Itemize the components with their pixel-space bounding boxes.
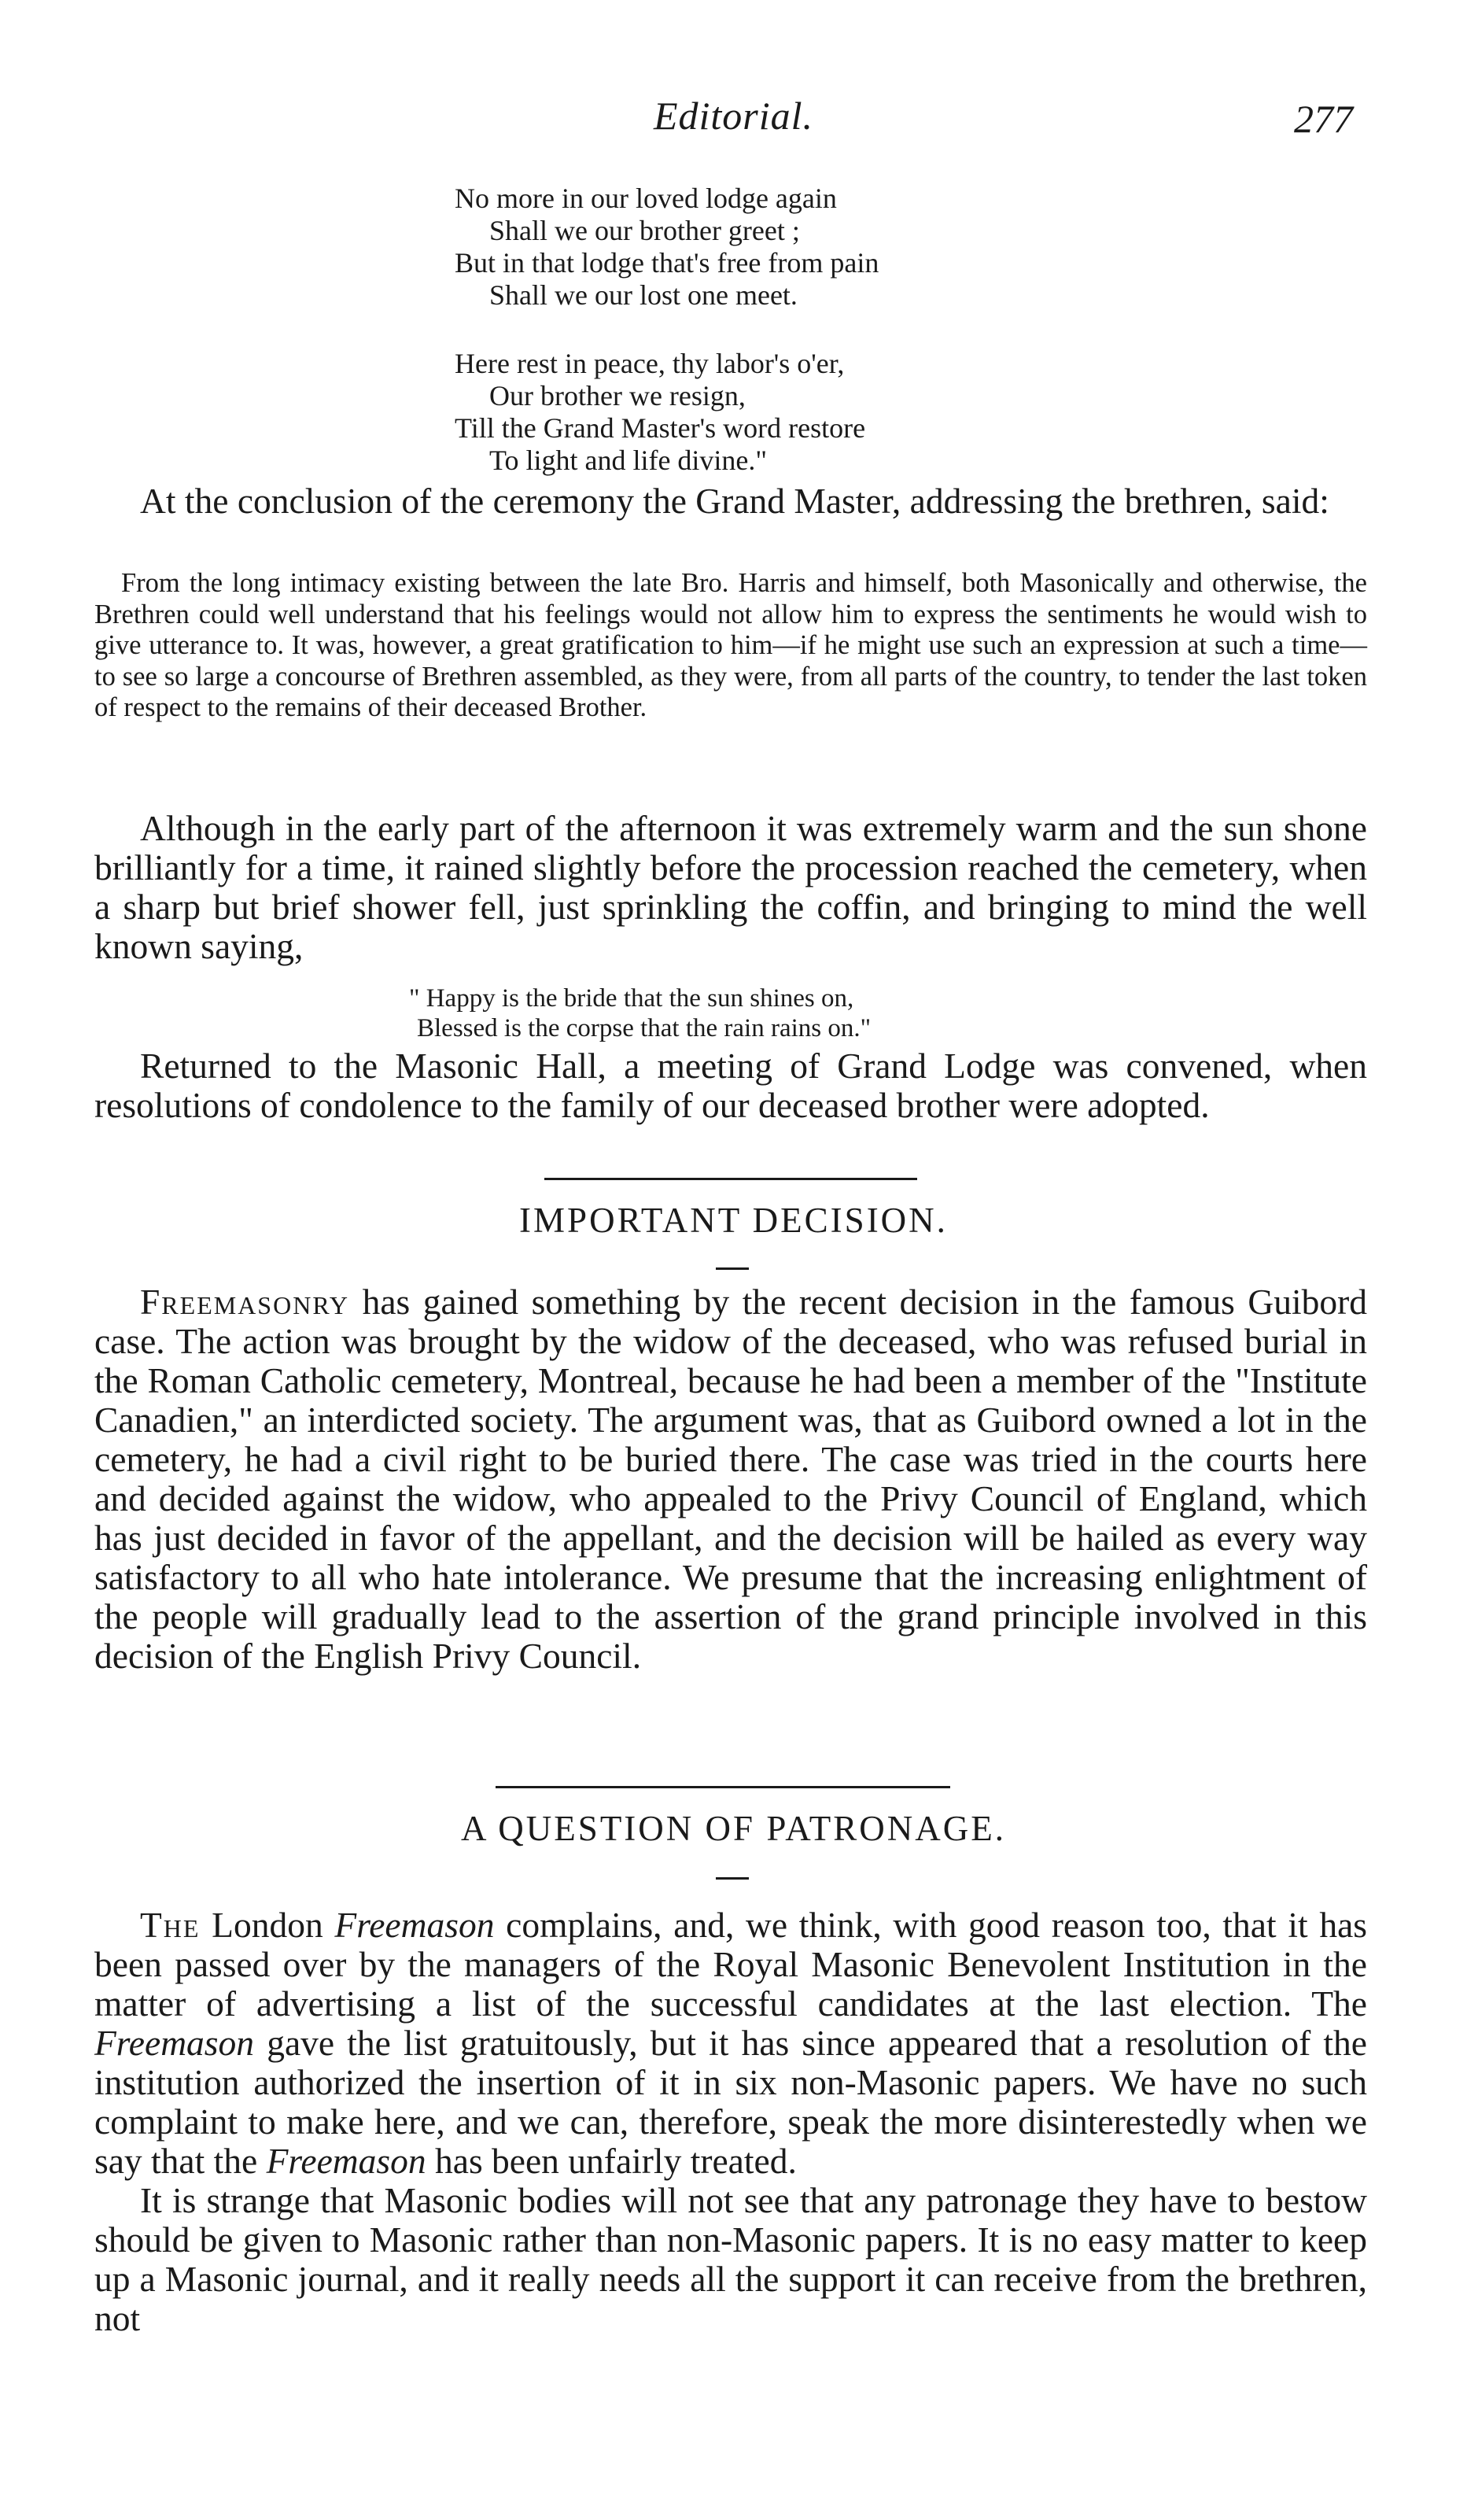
verse-line: Shall we our brother greet ; [489,215,800,246]
paragraph: It is strange that Masonic bodies will not see that any patronage they have to bestow should be given to Masonic rather than non-Masonic papers. It is no easy matter to keep up a Masonic journal, and it really needs all the support it can receive from the brethren, not [94,2180,1367,2338]
section-rule [544,1178,917,1180]
saying-line: Blessed is the corpse that the rain rains on." [417,1014,872,1042]
paragraph [94,1282,1367,1676]
grand-lodge-paragraph [94,1046,1367,1125]
article-text: London [200,1905,335,1945]
ceremony-intro [94,481,1367,521]
patronage-article [94,1906,1367,2338]
verse-line: Shall we our lost one meet. [489,279,798,311]
verse-line: Till the Grand Master's word restore [455,412,866,444]
verse-line: Here rest in peace, thy labor's o'er, [455,348,845,379]
paragraph: Although in the early part of the afternoon it was extremely warm and the sun shone brilliantly for a time, it rained slightly before the procession reached the cemetery, when a sharp but brief shower fell, just sprinkling the coffin, and bringing to mind the well known saying, [94,808,1367,966]
verse-line: Our brother we resign, [489,380,746,411]
heading-question-of-patronage: A QUESTION OF PATRONAGE. [461,1809,1006,1848]
weather-paragraph [94,809,1367,966]
paragraph [94,1906,1367,2181]
guibord-article [94,1282,1367,1676]
poem-stanza-1 [455,183,879,312]
lead-word: The [140,1905,201,1945]
heading-important-decision: IMPORTANT DECISION. [519,1201,948,1240]
lead-word: Freemasonry [140,1282,350,1322]
article-text: complains, and, we think, with good reason too, that it has been passed over by the managers of the Royal Masonic Benevolent Institution in the matter of advertising a list of the successful candidates at the last election. The [94,1905,1367,2024]
heading-dash [716,1877,749,1880]
verse-line: To light and life divine." [489,445,768,476]
running-head [0,93,1467,156]
article-text: has been unfairly treated. [426,2141,797,2181]
page-number: 277 [1294,97,1353,141]
periodical-title: Freemason [334,1905,495,1945]
poem-stanza-2 [455,348,865,477]
paragraph: At the conclusion of the ceremony the Grand Master, addressing the brethren, said: [140,481,1329,521]
running-head-title: Editorial. [653,94,814,138]
quoted-speech: From the long intimacy existing between the late Bro. Harris and himself, both Masonically and otherwise, the Brethren could well understand that his feelings would not allow him to express the sentiments he would wish to give utterance to. It was, however, a great gratification to him—if he might use such an expression at such a time—to see so large a concourse of Brethren assembled, as they were, from all parts of the country, to tender the last token of respect to the remains of their deceased Brother. [94,568,1367,723]
article-text: has gained something by the recent decision in the famous Guibord case. The action was brought by the widow of the deceased, who was refused burial in the Roman Catholic cemetery, Montreal, because he had been a member of the "Institute Canadien," an interdicted society. The argument was, that as Guibord owned a lot in the cemetery, he had a civil right to be buried there. The case was tried in the courts here and decided against the widow, who appealed to the Privy Council of England, which has just decided in favor of the appellant, and the decision will be hailed as every way satisfactory to all who hate intolerance. We presume that the increasing enlightment of the people will gradually lead to the assertion of the grand principle involved in this decision of the English Privy Council. [94,1282,1367,1676]
verse-line: But in that lodge that's free from pain [455,247,879,279]
verse-line: No more in our loved lodge again [455,183,837,214]
grand-master-address [94,568,1367,724]
section-rule [496,1786,950,1788]
heading-dash [716,1267,749,1270]
periodical-title: Freemason [266,2141,426,2181]
periodical-title: Freemason [94,2023,255,2063]
article-text: gave the list gratuitously, but it has since appeared that a resolution of the institution authorized the insertion of it in six non-Masonic papers. We have no such complaint to make here, and we can, therefore, speak the more disinterestedly when we say that the [94,2023,1367,2181]
saying-couplet [409,983,871,1043]
paragraph: Returned to the Masonic Hall, a meeting of Grand Lodge was convened, when resolutions of condolence to the family of our deceased brother were adopted. [94,1046,1367,1125]
saying-line: " Happy is the bride that the sun shines on, [409,984,854,1013]
